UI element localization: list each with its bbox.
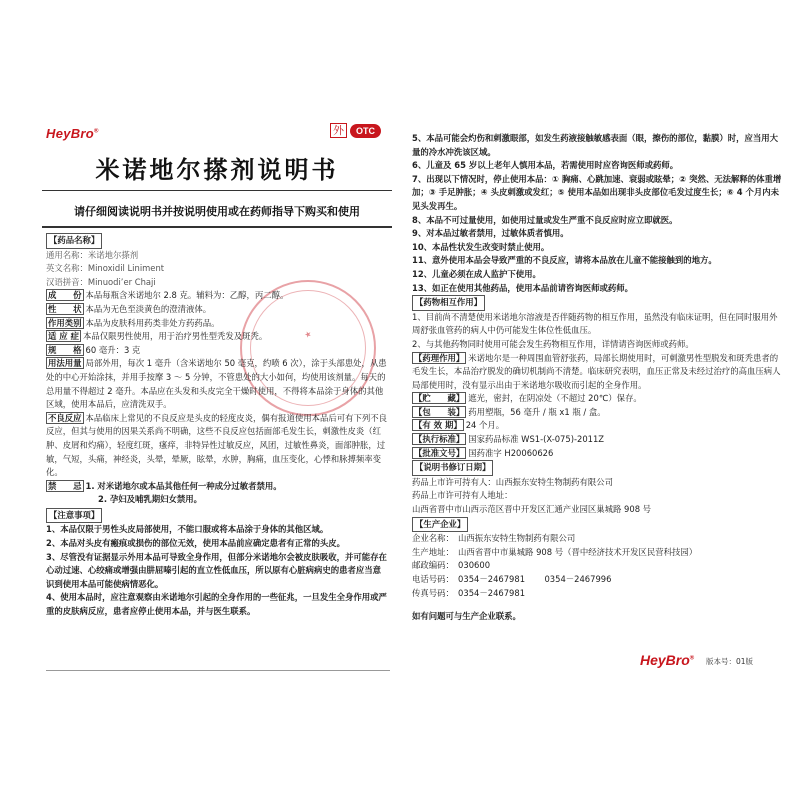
company-seal: ★ [240, 280, 376, 416]
composition-row: 成 份 本品每瓶含米诺地尔 2.8 克。辅料为：乙醇，丙二醇。 [48, 290, 289, 301]
version-number: 版本号：01版 [706, 657, 754, 666]
standard-row: 【执行标准】 国家药品标准 WS1-(X-075)-2011Z [414, 434, 605, 445]
phone: 电话号码： 0354－2467981 0354－2467996 [412, 574, 612, 584]
maker-name: 企业名称： 山西振东安特生物制药有限公司 [412, 533, 576, 544]
interaction-item: 2、与其他药物同时使用可能会发生药物相互作用，详情请咨询医师或药师。 [412, 338, 694, 349]
note-item: 12、儿童必须在成人监护下使用。 [412, 268, 541, 279]
holder-address-label: 药品上市许可持有人地址： [412, 490, 513, 501]
english-name: 英文名称：Minoxidil Liniment [46, 263, 165, 274]
note-item: 5、本品可能会灼伤和刺激眼部，如发生药液接触敏感表面（眼，擦伤的部位，黏膜）时，应当用大量的冷水冲洗该区域。 [412, 133, 778, 157]
postcode: 邮政编码： 030600 [412, 560, 491, 571]
pharm-row: 【药理作用】 米诺地尔是一种周围血管舒张药，局部长期使用时，可刺激男性型脱发和斑秃患者的毛发生长，本品治疗脱发的确切机制尚不清楚。临床研究表明，血压正常及未经过治疗的高血压病人局部使用时，没有显示出由于米诺地尔吸收而引起的全身作用。 [412, 352, 781, 390]
note-item: 10、本品性状发生改变时禁止使用。 [412, 241, 550, 252]
storage-row: 【贮 藏】 遮光，密封，在阴凉处（不超过 20℃）保存。 [414, 393, 642, 404]
note-item: 11、意外使用本品会导致严重的不良反应，请将本品放在儿童不能接触到的地方。 [412, 255, 717, 266]
common-name: 通用名称：米诺地尔搽剂 [46, 249, 139, 260]
note-item: 1、本品仅限于男性头皮局部使用，不能口服或将本品涂于身体的其他区域。 [46, 524, 329, 535]
page-subtitle: 请仔细阅读说明书并按说明使用或在药师指导下购买和使用 [74, 205, 360, 218]
footer-brand-logo: HeyBro® [640, 652, 695, 668]
otc-marker [330, 123, 381, 138]
subtitle-divider [42, 226, 392, 228]
otc-external-char: 外 [330, 123, 347, 138]
section-head-notes: 【注意事项】 [46, 508, 102, 524]
maker-address: 生产地址： 山西省晋中市巢城路 908 号（晋中经济技术开发区民营科技园） [412, 546, 698, 557]
right-column [412, 132, 784, 624]
holder-address: 山西省晋中市山西示范区晋中开发区汇通产业园区巢城路 908 号 [412, 504, 652, 515]
adverse-row: 不良反应 本品临床上常见的不良反应是头皮的轻度皮炎，偶有报道使用本品后可有下列不良反应，但其与使用的因果关系尚不明确，这些不良反应包括面部毛发生长，刺激性皮炎（红肿、皮屑和灼痛），轻度红斑，瘙痒，非特异性过敏反应，风团，过敏性鼻炎，面部肿胀，过敏，气短，头痛，神经炎，头晕，晕厥，眩晕，水肿，胸痛，血压变化，心悸和脉搏频率变化。 [46, 412, 387, 478]
contact-note: 如有问题可与生产企业联系。 [412, 611, 521, 622]
note-item: 8、本品不可过量使用，如使用过量或发生严重不良反应时应立即就医。 [412, 214, 678, 225]
pinyin-name: 汉语拼音：Minuodi’er Chaji [46, 276, 156, 287]
section-head-interaction: 【药物相互作用】 [412, 295, 485, 311]
otc-badge: OTC [350, 124, 381, 138]
indication-row: 适 应 症 本品仅限男性使用，用于治疗男性型秃发及斑秃。 [48, 331, 268, 342]
page-title: 米诺地尔搽剂说明书 [95, 156, 339, 184]
character-row: 性 状 本品为无色至淡黄色的澄清液体。 [48, 303, 212, 314]
section-head-revision: 【说明书修订日期】 [412, 460, 493, 476]
note-item: 9、对本品过敏者禁用，过敏体质者慎用。 [412, 228, 569, 239]
category-row: 作用类别 本品为皮肤科用药类非处方药药品。 [48, 317, 220, 328]
contra-row-2: 2. 孕妇及哺乳期妇女禁用。 [98, 494, 203, 505]
footer-divider [46, 670, 390, 671]
package-row: 【包 装】 药用塑瓶，56 毫升 / 瓶 x1 瓶 / 盒。 [414, 406, 606, 417]
title-divider [42, 190, 392, 191]
note-item: 6、儿童及 65 岁以上老年人慎用本品，若需使用时应咨询医师或药师。 [412, 160, 679, 171]
validity-row: 【有 效 期】 24 个月。 [414, 420, 505, 431]
contra-row: 禁 忌 1. 对米诺地尔或本品其他任何一种成分过敏者禁用。 [48, 480, 282, 491]
approval-row: 【批准文号】 国药准字 H20060626 [414, 447, 554, 458]
note-item: 13、如正在使用其他药品，使用本品前请咨询医师或药师。 [412, 282, 634, 293]
usage-row: 用法用量 局部外用，每次 1 毫升（含米诺地尔 50 毫克，约喷 6 次），涂于头部患处，从患处的中心开始涂抹，并用手按摩 3 ～ 5 分钟，不管患处的大小如何，均使用该剂量。每天的总用量不得超过 2 毫升。本品应在头发和头皮完全干燥时使用，不得将本品涂于身体的其他区域，使用本品后，应清洗双手。 [46, 358, 387, 410]
brand-logo: HeyBro® [46, 126, 99, 141]
section-head-drug-name: 【药品名称】 [46, 233, 102, 249]
fax: 传真号码： 0354－2467981 [412, 587, 526, 598]
note-item: 2、本品对头皮有瘢痕或损伤的部位无效，使用本品前应确定患者有正常的头皮。 [46, 538, 345, 549]
note-item: 4、使用本品时，应注意观察由米诺地尔引起的全身作用的一些征兆，一旦发生全身作用或严重的皮肤病反应，患者应停止使用本品，并与医生联系。 [46, 592, 387, 617]
left-column [46, 233, 388, 619]
holder-name: 药品上市许可持有人：山西振东安特生物制药有限公司 [412, 476, 613, 487]
interaction-item: 1、目前尚不清楚使用米诺地尔溶液是否伴随药物的相互作用，虽然没有临床证明，但在同时服用外周舒张血管药的病人中仍可能发生体位性低血压。 [412, 311, 778, 336]
note-item: 7、出现以下情况时，停止使用本品：① 胸痛、心跳加速、衰弱或眩晕；② 突然、无法解释的体重增加；③ 手足肿胀；④ 头皮刺激或发红；⑤ 使用本品如出现非头皮部位毛发过度生长；⑥ 4 个月内未见头发再生。 [412, 173, 782, 211]
spec-row: 规 格 60 毫升：3 克 [48, 344, 141, 355]
section-head-maker: 【生产企业】 [412, 517, 468, 533]
note-item: 3、尽管没有证据显示外用本品可导致全身作用，但部分米诺地尔会被皮肤吸收，并可能存在心动过速、心绞痛或增强由肼屈嗪引起的直立性低血压，所以原有心脏病病史的患者应当意识到使用本品可能使病情恶化。 [46, 551, 387, 589]
